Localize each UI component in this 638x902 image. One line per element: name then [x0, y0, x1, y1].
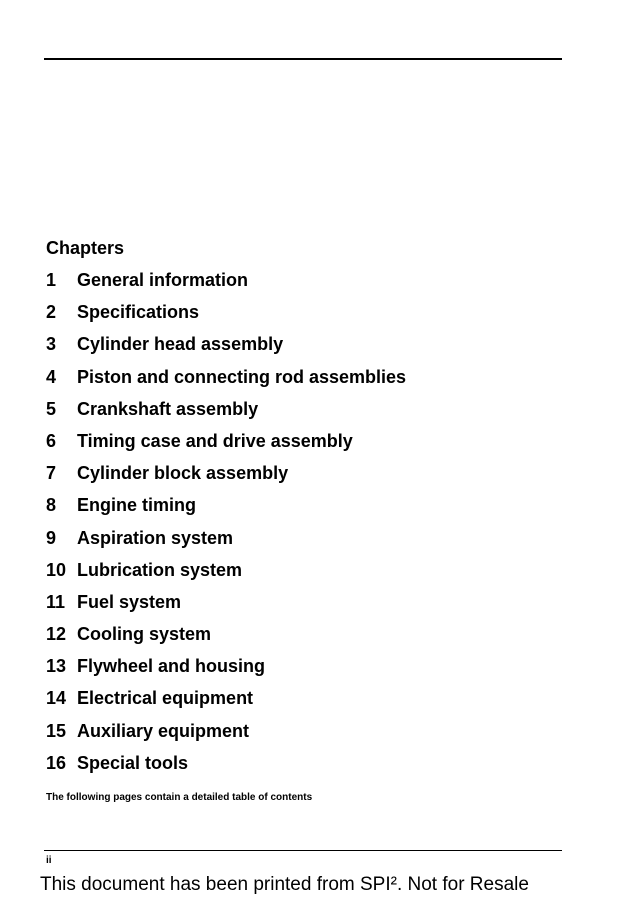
chapter-item — [46, 751, 566, 783]
chapter-title: Piston and connecting rod assemblies — [77, 366, 407, 387]
chapter-item — [46, 429, 566, 461]
chapter-number: 8 — [46, 495, 57, 516]
chapter-item — [46, 268, 566, 300]
chapter-item — [46, 622, 566, 654]
chapter-title: Crankshaft assembly — [77, 398, 259, 419]
chapter-item — [46, 719, 566, 751]
chapter-number: 1 — [46, 270, 57, 290]
chapter-list — [46, 268, 566, 783]
chapter-title: Lubrication system — [77, 559, 243, 580]
chapter-item — [46, 686, 566, 718]
top-rule — [44, 58, 562, 60]
chapter-number: 2 — [46, 302, 57, 323]
chapter-number: 9 — [46, 527, 57, 548]
chapter-number: 6 — [46, 430, 57, 451]
chapter-item — [46, 332, 566, 364]
chapter-item — [46, 397, 566, 429]
chapter-number: 14 — [46, 688, 67, 709]
chapter-item — [46, 365, 566, 397]
chapter-number: 15 — [46, 720, 67, 741]
footer-notice: This document has been printed from SPI². Not for Resale — [40, 874, 529, 895]
chapter-title: Cylinder head assembly — [77, 334, 284, 355]
chapter-number: 3 — [46, 334, 57, 355]
chapter-title: Cylinder block assembly — [77, 463, 289, 484]
chapter-item — [46, 590, 566, 622]
contents-note: The following pages contain a detailed table of contents — [46, 792, 313, 803]
chapter-number: 13 — [46, 656, 67, 677]
chapter-number: 4 — [46, 366, 57, 387]
chapter-number: 16 — [46, 752, 67, 773]
chapter-title: Engine timing — [77, 495, 196, 516]
chapter-title: Auxiliary equipment — [77, 720, 250, 741]
chapter-title: Fuel system — [77, 591, 182, 612]
chapter-item — [46, 300, 566, 332]
chapter-number: 10 — [46, 559, 67, 580]
chapter-title: Timing case and drive assembly — [77, 430, 353, 451]
chapters-section — [46, 236, 566, 783]
chapter-item — [46, 558, 566, 590]
chapter-number: 5 — [46, 398, 57, 419]
chapter-item — [46, 654, 566, 686]
bottom-rule — [44, 850, 562, 851]
chapter-title: Specifications — [77, 302, 200, 323]
chapter-title: Aspiration system — [77, 527, 234, 548]
chapters-heading: Chapters — [46, 238, 125, 258]
chapter-title: Special tools — [77, 752, 189, 773]
chapter-item — [46, 493, 566, 525]
page-number: ii — [46, 855, 52, 866]
chapter-number: 7 — [46, 463, 57, 484]
chapter-item — [46, 526, 566, 558]
chapter-item — [46, 461, 566, 493]
chapter-title: General information — [77, 270, 249, 290]
chapter-title: Flywheel and housing — [77, 656, 266, 677]
chapter-number: 12 — [46, 624, 67, 645]
chapter-number: 11 — [46, 591, 66, 612]
chapter-title: Cooling system — [77, 624, 212, 645]
chapter-title: Electrical equipment — [77, 688, 254, 709]
